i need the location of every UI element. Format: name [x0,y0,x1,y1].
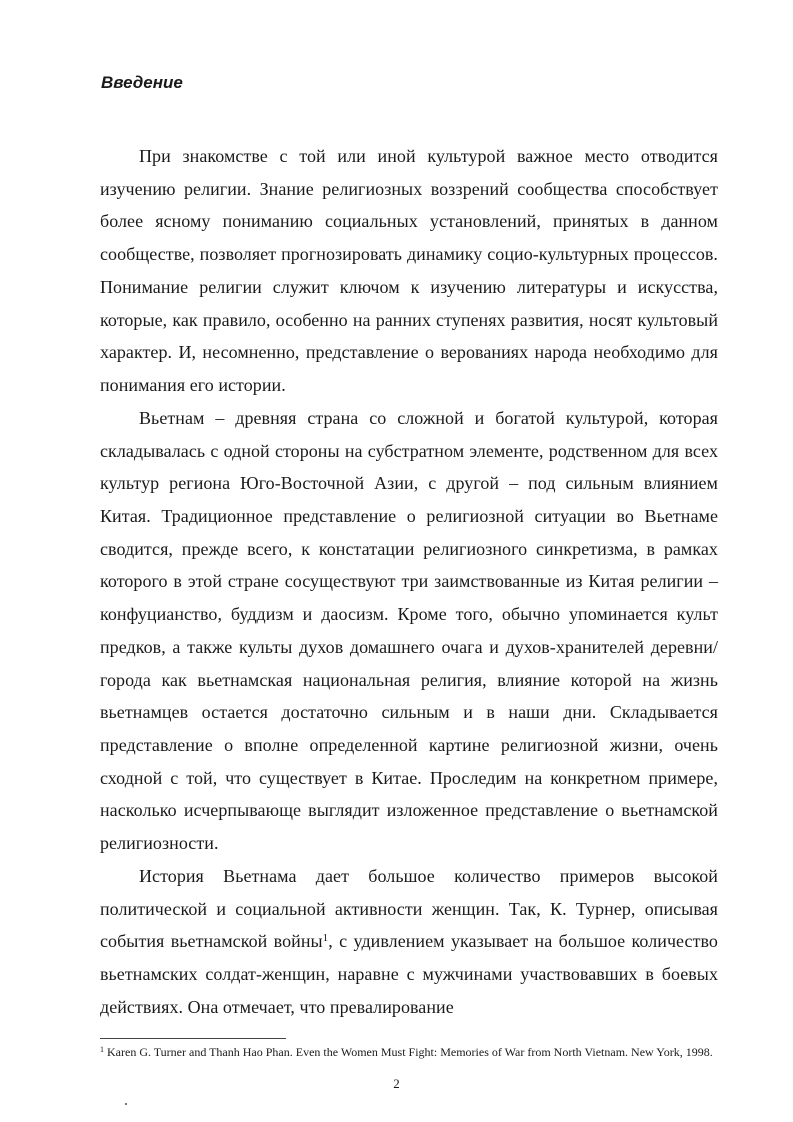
footnote [100,1045,718,1060]
paragraph-1: При знакомстве с той или иной культурой важное место отводится изучению религии. Знание религиозных воззрений сообщества способствует более ясному пониманию социальных установлений, принятых в данном сообществе, позволяет прогнозировать динамику социо-культурных процессов. Понимание религии служит ключом к изучению литературы и искусства, которые, как правило, особенно на ранних ступенях развития, носят культовый характер. И, несомненно, представление о верованиях народа необходимо для понимания его истории. [100,146,718,395]
paragraph-2: Вьетнам – древняя страна со сложной и богатой культурой, которая складывалась с одной стороны на субстратном элементе, родственном для всех культур региона Юго-Восточной Азии, с другой – под сильным влиянием Китая. Традиционное представление о религиозной ситуации во Вьетнаме сводится, прежде всего, к констатации религиозного синкретизма, в рамках которого в этой стране сосуществуют три заимствованные из Китая религии – конфуцианство, буддизм и даосизм. Кроме того, обычно упоминается культ предков, а также культы духов домашнего очага и духов-хранителей деревни/города как вьетнамская национальная религия, влияние которой на жизнь вьетнамцев остается достаточно сильным и в наши дни. Складывается представление о вполне определенной картине религиозной жизни, очень сходной с той, что существует в Китае. Проследим на конкретном примере, насколько исчерпывающе выглядит изложенное представление о вьетнамской религиозности. [100,407,718,854]
footnote-separator [100,1038,286,1039]
section-heading: Введение [101,73,183,92]
footnote-mark: 1 [100,1045,104,1054]
scan-artifact [125,1103,127,1105]
paragraph-3-text-before-ref: История Вьетнама дает большое количество примеров высокой политической и социальной активности женщин. Так, К. Турнер, описывая события вьетнамской войны [100,866,718,952]
footnote-reference[interactable]: 1 [322,932,329,945]
paragraph-3-text-after-ref: , с удивлением указывает на большое количество вьетнамских солдат-женщин, наравне с мужчинами участвовавших в боевых действиях. Она отмечает, что превалирование [100,931,718,1017]
footnote-text: Karen G. Turner and Thanh Hao Phan. Even the Women Must Fight: Memories of War from North Vietnam. New York, 1998. [104,1045,713,1059]
page-number: 2 [393,1076,400,1091]
body-text [100,140,718,1024]
paragraph-3 [100,860,718,1024]
